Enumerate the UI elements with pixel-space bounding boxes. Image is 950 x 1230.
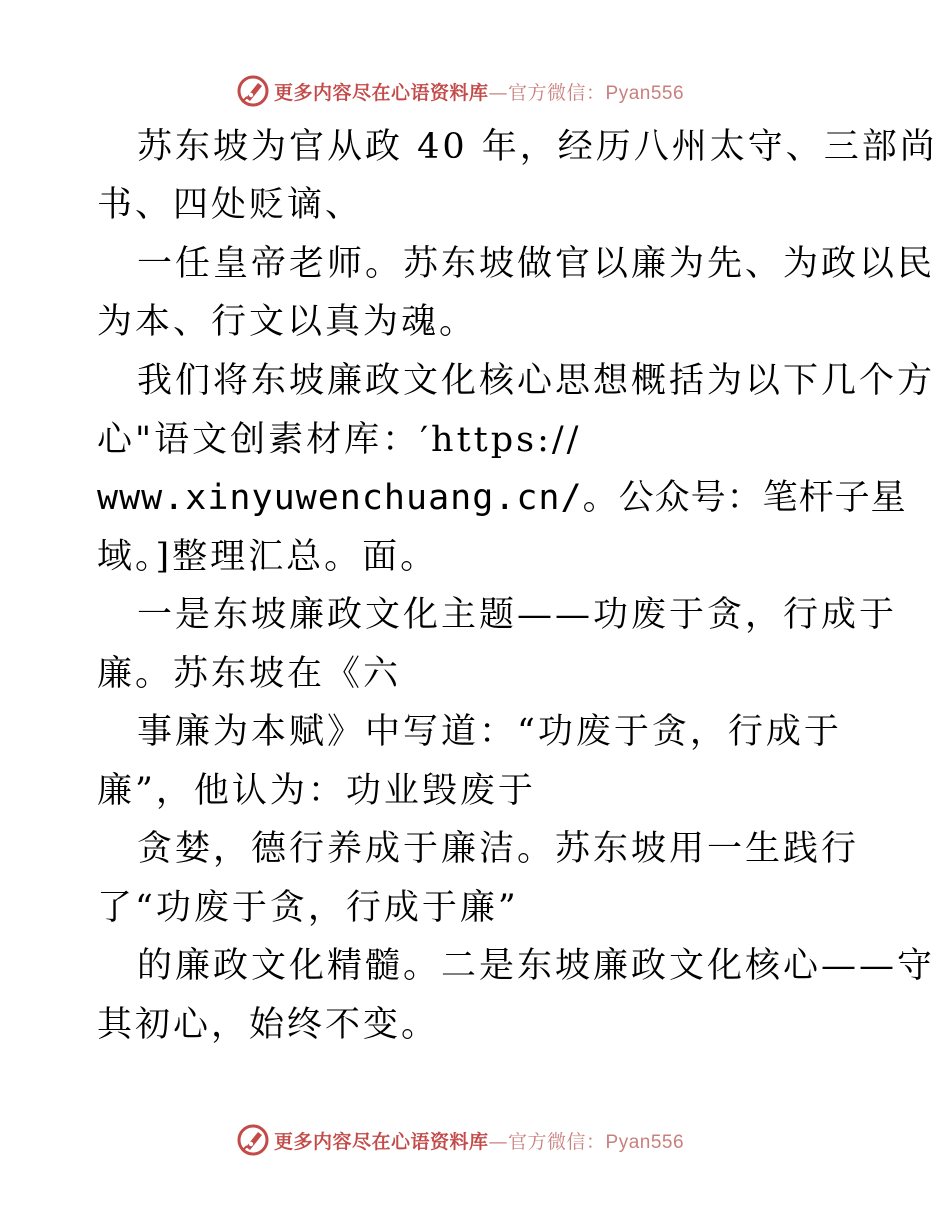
header-watermark bbox=[236, 71, 684, 111]
body-line: 一任皇帝老师。苏东坡做官以廉为先、为政以民 bbox=[137, 244, 936, 284]
body-line: 我们将东坡廉政文化核心思想概括为以下几个方 bbox=[137, 361, 936, 401]
watermark-middle: —官方微信： bbox=[488, 1130, 606, 1153]
body-line: 廉”，他认为：功业毁废于 bbox=[97, 771, 536, 811]
body-line: 事廉为本赋》中写道：“功废于贪，行成于 bbox=[137, 712, 842, 752]
watermark-prefix: 更多内容尽在心语资料库 bbox=[274, 1130, 489, 1153]
watermark-text bbox=[274, 78, 684, 105]
watermark-wechat-id: Pyan556 bbox=[605, 1131, 685, 1153]
body-line: 廉。苏东坡在《六 bbox=[97, 654, 402, 694]
body-line: 的廉政文化精髓。二是东坡廉政文化核心——守 bbox=[137, 946, 936, 986]
body-line: 其初心，始终不变。 bbox=[97, 1005, 440, 1045]
body-line: 心"语文创素材库：′https:// bbox=[97, 420, 582, 460]
body-line: www.xinyuwenchuang.cn/。公众号：笔杆子星 bbox=[97, 478, 907, 518]
body-line: 贪婪，德行养成于廉洁。苏东坡用一生践行 bbox=[137, 829, 860, 869]
watermark-middle: —官方微信： bbox=[488, 81, 606, 104]
body-line: 为本、行文以真为魂。 bbox=[97, 302, 478, 342]
pen-nib-circle-icon bbox=[236, 74, 270, 108]
body-line: 书、四处贬谪、 bbox=[97, 185, 364, 225]
body-line: 一是东坡廉政文化主题——功废于贪，行成于 bbox=[137, 595, 898, 635]
watermark-wechat-id: Pyan556 bbox=[605, 82, 685, 104]
footer-watermark bbox=[236, 1120, 684, 1160]
body-line: 了“功废于贪，行成于廉” bbox=[97, 888, 519, 928]
body-line: 苏东坡为官从政 40 年，经历八州太守、三部尚 bbox=[137, 127, 938, 167]
pen-nib-circle-icon bbox=[236, 1123, 270, 1157]
body-line: 域。]整理汇总。面。 bbox=[97, 537, 439, 577]
watermark-text bbox=[274, 1127, 684, 1154]
watermark-prefix: 更多内容尽在心语资料库 bbox=[274, 81, 489, 104]
